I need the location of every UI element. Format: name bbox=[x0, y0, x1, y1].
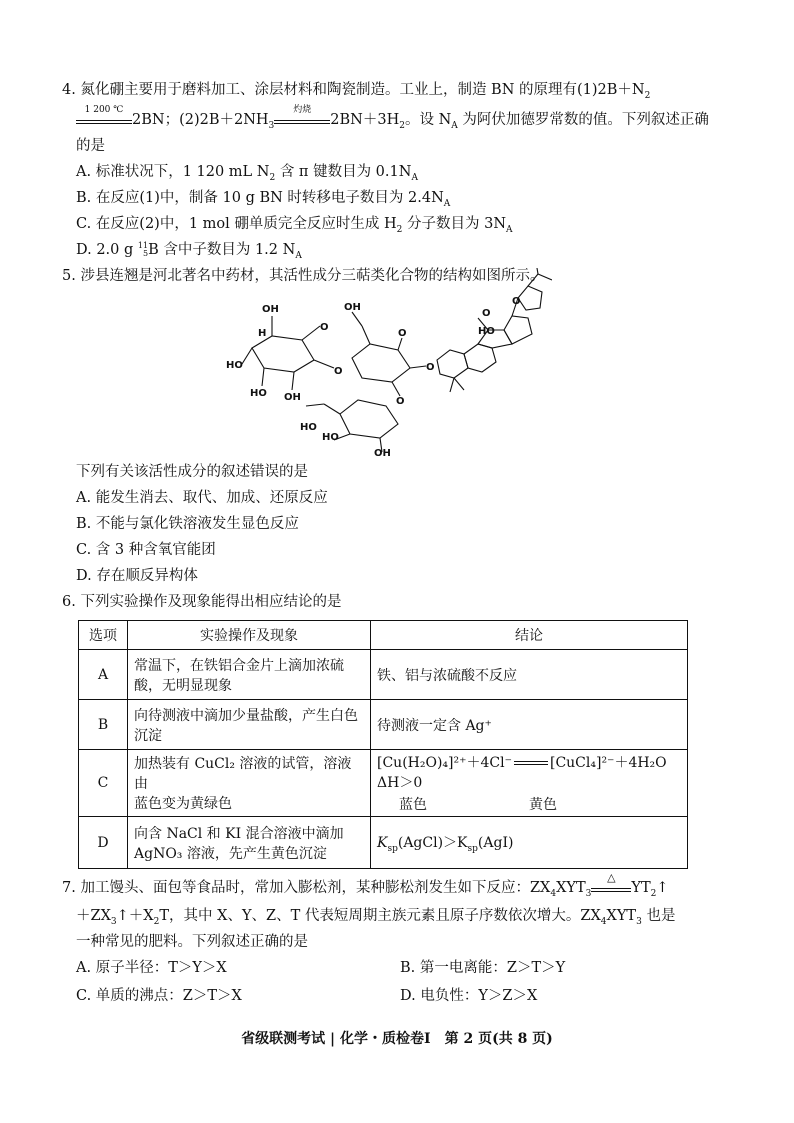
label-oh-4: OH bbox=[374, 448, 391, 458]
label-o-2: O bbox=[334, 366, 343, 377]
q4-option-b: B. 在反应(1)中，制备 10 g BN 时转移电子数目为 $2.4N_A$ bbox=[76, 190, 451, 209]
header-conclusion: 结论 bbox=[371, 621, 688, 650]
q4-option-a: A. 标准状况下，1 120 mL $N_2$ 含 π 键数目为 $0.1N_A$ bbox=[76, 164, 418, 183]
label-oh-2: OH bbox=[284, 392, 301, 403]
row-a-conclusion: 铁、铝与浓硫酸不反应 bbox=[371, 650, 688, 700]
row-b-option: B bbox=[79, 700, 128, 750]
row-c-operation: 加热装有 CuCl₂ 溶液的试管，溶液由 蓝色变为黄绿色 bbox=[128, 750, 371, 817]
label-o-3: O bbox=[398, 328, 407, 339]
label-h-1: H bbox=[258, 328, 267, 339]
label-oh-1: OH bbox=[262, 304, 279, 315]
sugar-ring-2 bbox=[352, 344, 410, 382]
molecule-structure-diagram bbox=[222, 268, 552, 458]
q5-option-a: A. 能发生消去、取代、加成、还原反应 bbox=[76, 490, 328, 506]
label-ho-2: HO bbox=[250, 388, 267, 399]
row-a-option: A bbox=[79, 650, 128, 700]
table-header-row bbox=[79, 621, 688, 650]
row-c-option: C bbox=[79, 750, 128, 817]
lactone-ring bbox=[518, 286, 542, 310]
eq-arrow-2: 灼烧 bbox=[274, 116, 330, 124]
q7-line-3: 一种常见的肥料。下列叙述正确的是 bbox=[76, 934, 308, 950]
q4-line-3: 的是 bbox=[76, 138, 105, 154]
steroid-ring-a bbox=[437, 350, 468, 378]
table-row bbox=[79, 750, 688, 817]
sugar-ring-3 bbox=[340, 400, 398, 438]
table-row bbox=[79, 700, 688, 750]
header-option: 选项 bbox=[79, 621, 128, 650]
q4-line-2: 1 200 ℃ 2BN；$(2)2B+2NH_3$ 灼烧 $2BN+3H_2$。设 $N_A$ 为阿伏加德罗常数的值。下列叙述正确 bbox=[76, 110, 709, 136]
experiment-table bbox=[78, 620, 688, 869]
label-o-6: O bbox=[482, 308, 491, 319]
q7-option-c: C. 单质的沸点：Z＞T＞X bbox=[76, 988, 242, 1004]
steroid-ring-d bbox=[504, 316, 532, 344]
q6-stem: 6. 下列实验操作及现象能得出相应结论的是 bbox=[62, 594, 342, 610]
eq-arrow-heat: △ bbox=[591, 884, 631, 892]
label-oh-3: OH bbox=[344, 302, 361, 313]
row-d-option: D bbox=[79, 817, 128, 869]
label-o-4: O bbox=[426, 362, 435, 373]
header-operation: 实验操作及现象 bbox=[128, 621, 371, 650]
table-row bbox=[79, 650, 688, 700]
q5-option-b: B. 不能与氯化铁溶液发生显色反应 bbox=[76, 516, 299, 532]
q7-option-b: B. 第一电离能：Z＞T＞Y bbox=[400, 960, 566, 976]
row-a-operation: 常温下，在铁铝合金片上滴加浓硫 酸，无明显现象 bbox=[128, 650, 371, 700]
q5-option-c: C. 含 3 种含氧官能团 bbox=[76, 542, 216, 558]
row-d-conclusion: $K_{sp}(AgCl)>K_{sp}(AgI)$ bbox=[371, 817, 688, 869]
label-o-7: O bbox=[512, 296, 521, 307]
eq-arrow-1: 1 200 ℃ bbox=[76, 116, 132, 124]
row-d-operation: 向含 NaCl 和 KI 混合溶液中滴加 AgNO₃ 溶液，先产生黄色沉淀 bbox=[128, 817, 371, 869]
q5-question: 下列有关该活性成分的叙述错误的是 bbox=[76, 464, 308, 480]
q4-option-c: C. 在反应(2)中，1 mol 硼单质完全反应时生成 $H_2$ 分子数目为 $3N_A$ bbox=[76, 216, 513, 235]
q4-option-d: D. 2.0 g 11 5B 含中子数目为 1.2 $N_A$ bbox=[76, 241, 302, 261]
table-row bbox=[79, 817, 688, 869]
label-o-1: O bbox=[320, 322, 329, 333]
row-c-conclusion: [Cu(H₂O)₄]²⁺＋4Cl⁻ [CuCl₄]²⁻＋4H₂O ΔH＞0 蓝色 黄色 bbox=[371, 750, 688, 817]
label-ho-4: HO bbox=[322, 432, 339, 443]
page-footer: 省级联测考试 | 化学・质检卷Ⅰ 第 2 页(共 8 页) bbox=[241, 1031, 553, 1047]
q7-option-a: A. 原子半径：T＞Y＞X bbox=[76, 960, 227, 976]
label-ho-3: HO bbox=[300, 422, 317, 433]
label-ho-1: HO bbox=[226, 360, 243, 371]
q5-option-d: D. 存在顺反异构体 bbox=[76, 568, 198, 584]
q7-option-d: D. 电负性：Y＞Z＞X bbox=[400, 988, 538, 1004]
row-b-operation: 向待测液中滴加少量盐酸，产生白色 沉淀 bbox=[128, 700, 371, 750]
q4-line-1: 4. 氮化硼主要用于磨料加工、涂层材料和陶瓷制造。工业上，制造 BN 的原理有$(1)2B+N_2$ bbox=[62, 82, 651, 101]
q7-line-1: 7. 加工馒头、面包等食品时，常加入膨松剂，某种膨松剂发生如下反应：$ZX_4XYT_3$ △ $YT_2↑$ bbox=[62, 871, 669, 899]
q7-line-2: $+ZX_3↑+X_2T$，其中 X、Y、Z、T 代表短周期主族元素且原子序数依次增大。$ZX_4XYT_3$ 也是 bbox=[76, 908, 676, 927]
label-ho-5: HO bbox=[478, 326, 495, 337]
q5-stem: 5. 涉县连翘是河北著名中药材，其活性成分三萜类化合物的结构如图所示。 bbox=[62, 268, 545, 284]
label-o-5: O bbox=[396, 396, 405, 407]
sugar-ring-1 bbox=[252, 336, 314, 372]
row-b-conclusion: 待测液一定含 Ag⁺ bbox=[371, 700, 688, 750]
